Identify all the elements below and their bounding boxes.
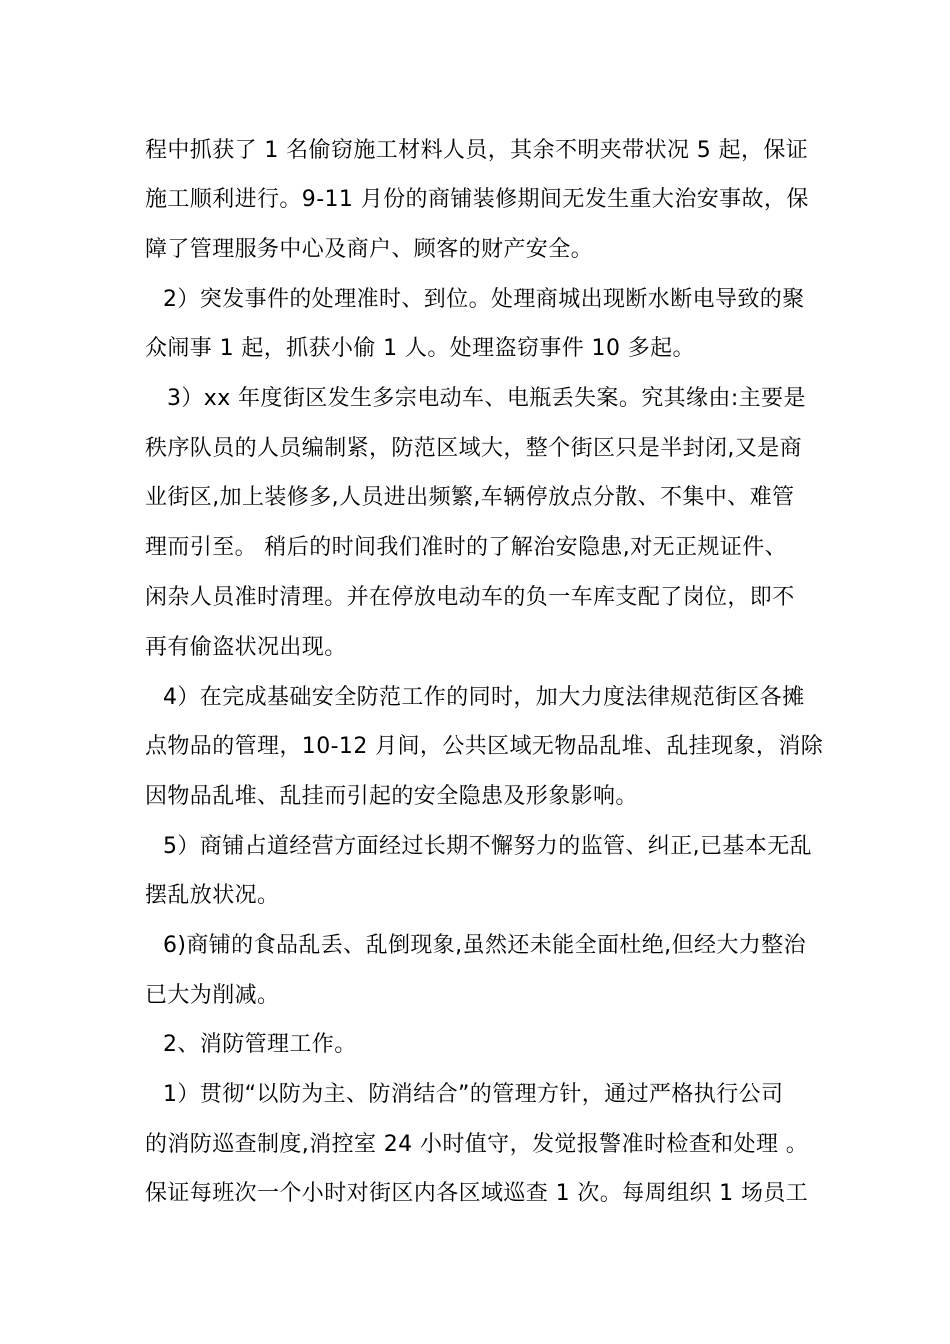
- text-line: 保证每班次一个小时对街区内各区域巡查 1 次。每周组织 1 场员工: [145, 1181, 809, 1206]
- text-line: 点物品的管理，10-12 月间，公共区域无物品乱堆、乱挂现象，消除: [145, 734, 824, 759]
- text-line: 理而引至。 稍后的时间我们准时的了解治安隐患,对无正规证件、: [145, 535, 787, 560]
- paragraph-4-line: 4）在完成基础安全防范工作的同时，加大力度法律规范街区各摊: [163, 685, 805, 710]
- paragraph-3-line: 3）xx 年度街区发生多宗电动车、电瓶丢失案。究其缘由:主要是: [167, 386, 806, 411]
- text-line: 因物品乱堆、乱挂而引起的安全隐患及形象影响。: [145, 784, 638, 809]
- text-line: 摆乱放状况。: [145, 883, 280, 908]
- text-line: 业街区,加上装修多,人员进出频繁,车辆停放点分散、不集中、难管: [145, 485, 795, 510]
- paragraph-2-line: 2）突发事件的处理准时、到位。处理商城出现断水断电导致的聚: [163, 287, 805, 312]
- section-heading: 2、消防管理工作。: [163, 1032, 357, 1057]
- text-line: 施工顺利进行。9-11 月份的商铺装修期间无发生重大治安事故，保: [145, 187, 809, 212]
- text-line: 秩序队员的人员编制紧，防范区域大，整个街区只是半封闭,又是商: [145, 436, 802, 461]
- text-line: 障了管理服务中心及商户、顾客的财产安全。: [145, 237, 594, 262]
- text-line: 的消防巡查制度,消控室 24 小时值守，发觉报警准时检查和处理 。: [145, 1132, 809, 1157]
- text-line: 众闹事 1 起，抓获小偷 1 人。处理盗窃事件 10 多起。: [145, 336, 695, 361]
- paragraph-6-line: 6)商铺的食品乱丢、乱倒现象,虽然还未能全面杜绝,但经大力整治: [163, 933, 806, 958]
- text-line: 再有偷盗状况出现。: [145, 635, 347, 660]
- text-line: 闲杂人员准时清理。并在停放电动车的负一车库支配了岗位，即不: [145, 585, 795, 610]
- text-line: 程中抓获了 1 名偷窃施工材料人员，其余不明夹带状况 5 起，保证: [145, 138, 809, 163]
- text-line: 已大为削减。: [145, 983, 280, 1008]
- paragraph-5-line: 5）商铺占道经营方面经过长期不懈努力的监管、纠正,已基本无乱: [163, 834, 812, 859]
- paragraph-fire-line: 1）贯彻“以防为主、防消结合”的管理方针，通过严格执行公司: [163, 1082, 784, 1107]
